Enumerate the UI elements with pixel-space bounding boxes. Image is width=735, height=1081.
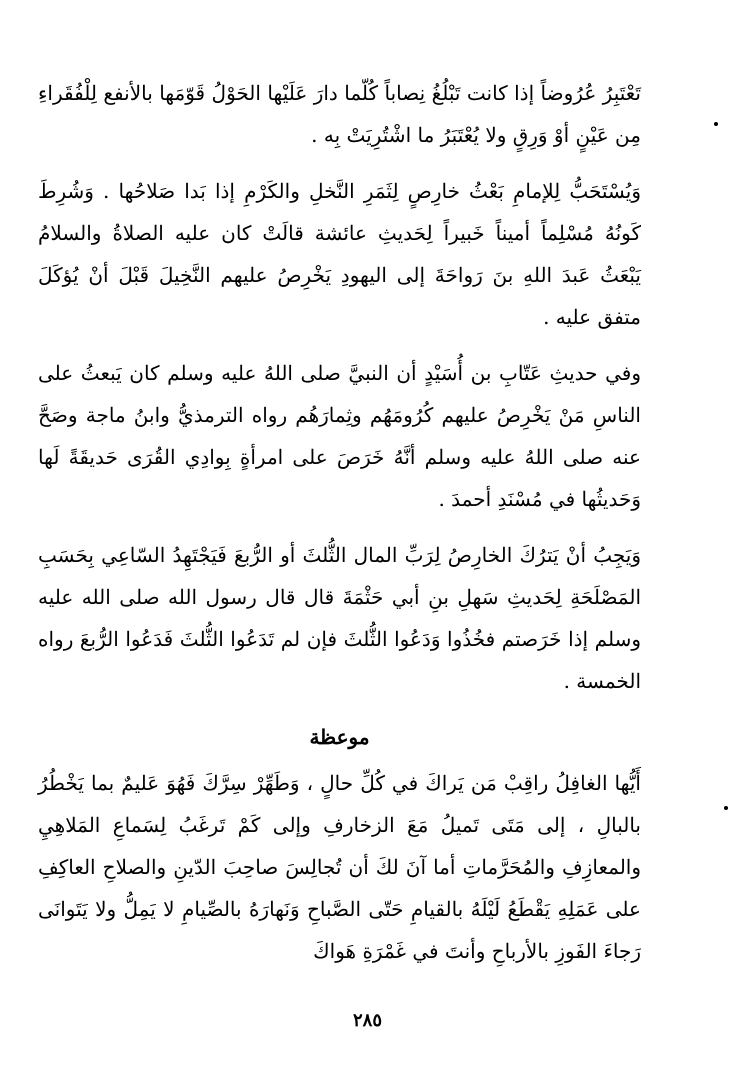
sermon-paragraph: أَيُّها الغافِلُ راقِبْ مَن يَراكَ في كُلِّ حالٍ ، وَطَهِّرْ سِرَّكَ فَهُوَ عَليمٌ بما يَخْطُرُ بالبالِ ، إلى مَتَى تَميلُ مَعَ الزخارفِ وإلى كَمْ تَرغَبُ لِسَماعِ المَلاهِيِ والمعازِفِ والمُحَرَّماتِ أما آنَ لكَ أن تُجالِسَ صاحِبَ الدّينِ والصلاحِ العاكِفِ على عَمَلِهِ يَقْطَعُ لَيْلَهُ بالقيامِ حَتّى الصَّباحِ وَنَهارَهُ بالصِّيامِ لا يَمِلُّ ولا يَتَوانَى رَجاءَ الفَوزِ بالأرباحِ وأنتَ في غَمْرَةِ هَواكَ <box>38 771 641 963</box>
margin-mark <box>724 806 728 810</box>
paragraph-3: وفي حديثِ عَتّابِ بن أُسَيْدٍ أن النبيَّ صلى اللهُ عليه وسلم كان يَبعثُ على الناسِ مَنْ يَخْرِصُ عليهم كُرُومَهُم وثِمارَهُم رواه الترمذيُّ وابنُ ماجة وصَحَّ عنه صلى اللهُ عليه وسلم أنَّهُ خَرَصَ على امرأةٍ بِوادِي القُرَى حَديقَةً لَها وَحَديثُها في مُسْنَدِ أحمدَ . <box>38 361 641 511</box>
page-number: ٢٨٥ <box>352 1010 382 1031</box>
paragraph-4: وَيَجِبُ أنْ يَترُكَ الخارِصُ لِرَبِّ المال الثُّلثَ أو الرُّبعَ فَيَجْتَهِدُ السّاعِي بِحَسَبِ المَصْلَحَةِ لِحَديثِ سَهلِ بنِ أبي حَثْمَةَ قال قال رسول الله صلى الله عليه وسلم إذا خَرَصتم فخُذُوا وَدَعُوا الثُّلثَ فإن لم تَدَعُوا الثُّلثَ فَدَعُوا الرُّبعَ رواه الخمسة . <box>38 543 641 693</box>
section-heading: موعظة <box>309 725 370 749</box>
page-body <box>38 72 641 972</box>
paragraph-2: وَيُسْتَحَبُّ لِلإمامِ بَعْثُ خارِصٍ لِثَمَرِ النَّخلِ والكَرْمِ إذا بَدا صَلاحُها . وَشُرِطَ كَونُهُ مُسْلِماً أميناً خَبيراً لِحَديثِ عائشة قالَتْ كان عليه الصلاةُ والسلامُ يَبْعَثُ عَبدَ اللهِ بنَ رَواحَةَ إلى اليهودِ يَخْرِصُ عليهم النَّخِيلَ قَبْلَ أنْ يُؤكَلَ متفق عليه . <box>38 179 641 329</box>
paragraph-1: تَعْتَبِرُ عُرُوضاً إذا كانت تَبْلُغُ نِصاباً كُلّما دارَ عَلَيْها الحَوْلُ قَوّمَها بالأنفع لِلْفُقَراءِ مِن عَيْنٍ أوْ وَرِقٍ ولا يُعْتَبَرُ ما اشْتُرِيَتْ بِه . <box>38 81 641 147</box>
margin-mark <box>714 122 718 126</box>
